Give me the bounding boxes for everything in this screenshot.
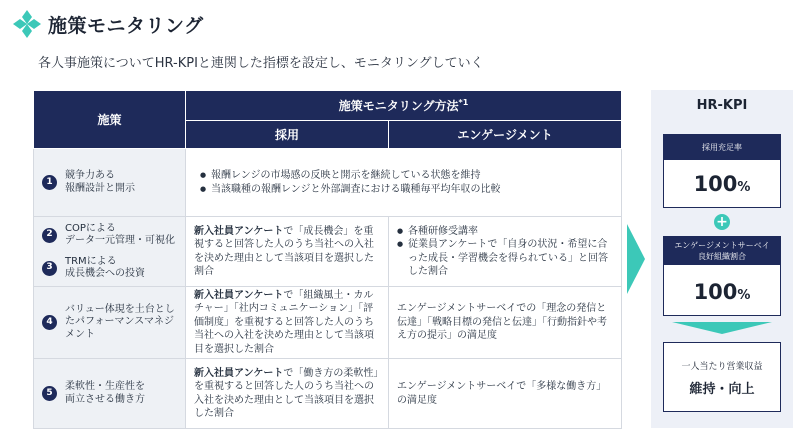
down-arrow-icon bbox=[672, 322, 772, 334]
kpi-card-label: 採用充足率 bbox=[664, 135, 780, 160]
policy-label: COPによる データ一元管理・可視化 bbox=[65, 222, 175, 246]
merged-method-cell bbox=[186, 149, 622, 217]
hiring-cell: 新入社員アンケートで「成長機会」を重視すると回答した人のうち当社への入社を決めた理由として当該項目を選択した割合 bbox=[186, 217, 389, 287]
policy-number-badge: 3 bbox=[42, 261, 57, 276]
kpi-card-value: 100% bbox=[693, 172, 751, 196]
policy-label: 競争力ある 報酬設計と開示 bbox=[65, 170, 135, 194]
table-row bbox=[34, 359, 622, 429]
engagement-cell: エンゲージメントサーベイで「多様な働き方」の満足度 bbox=[389, 359, 622, 429]
kpi-card-engagement bbox=[663, 236, 781, 316]
header-engagement: エンゲージメント bbox=[389, 121, 622, 149]
page-title: 施策モニタリング bbox=[48, 15, 204, 37]
policy-label: 柔軟性・生産性を 両立させる働き方 bbox=[65, 381, 145, 405]
policy-number-badge: 2 bbox=[42, 228, 57, 243]
policy-cell bbox=[34, 359, 186, 429]
policy-cell bbox=[34, 287, 186, 359]
brand-logo-icon bbox=[12, 9, 42, 39]
kpi-panel-title: HR-KPI bbox=[696, 98, 748, 113]
engagement-cell bbox=[389, 217, 622, 287]
goal-card bbox=[663, 342, 781, 412]
policy-number-badge: 4 bbox=[42, 315, 57, 330]
list-item: ● 従業員アンケートで「自身の状況・希望に合った成長・学習機会を得られている」と回答した割合 bbox=[397, 238, 613, 279]
kpi-card-hiring-fill-rate bbox=[663, 134, 781, 208]
policy-label: TRMによる 成長機会への投資 bbox=[65, 255, 145, 279]
header-policy: 施策 bbox=[34, 91, 186, 149]
kpi-card-label: エンゲージメントサーベイ 良好組織割合 bbox=[664, 237, 780, 265]
policy-number-badge: 1 bbox=[42, 175, 57, 190]
monitoring-table bbox=[33, 90, 622, 429]
hr-kpi-panel bbox=[651, 90, 793, 428]
right-arrow-icon bbox=[627, 224, 645, 294]
policy-cell bbox=[34, 149, 186, 217]
table-row bbox=[34, 287, 622, 359]
header-hiring: 採用 bbox=[186, 121, 389, 149]
header-monitoring-method: 施策モニタリング方法$^{*1}$ bbox=[186, 91, 622, 121]
hiring-cell: 新入社員アンケートで「働き方の柔軟性」を重視すると回答した人のうち当社への入社を決めた理由として当該項目を選択した割合 bbox=[186, 359, 389, 429]
policy-label: バリュー体現を土台とし たパフォーマンスマネジ メント bbox=[65, 303, 175, 340]
list-item: ● 各種研修受講率 bbox=[397, 225, 613, 239]
list-item: ● 当該職種の報酬レンジと外部調査における職種毎平均年収の比較 bbox=[200, 183, 613, 197]
kpi-card-value: 100% bbox=[693, 280, 751, 304]
engagement-cell: エンゲージメントサーベイでの「理念の発信と伝達」「戦略目標の発信と伝達」「行動指針や考え方の提示」の満足度 bbox=[389, 287, 622, 359]
table-row bbox=[34, 149, 622, 217]
plus-icon: + bbox=[714, 214, 730, 230]
goal-label: 一人当たり営業収益 bbox=[681, 362, 763, 372]
page-subtitle: 各人事施策についてHR-KPIと連関した指標を設定し、モニタリングしていく bbox=[38, 56, 484, 71]
policy-number-badge: 5 bbox=[42, 386, 57, 401]
hiring-cell: 新入社員アンケートで「組織風土・カルチャー」「社内コミュニケーション」「評価制度」を重視すると回答した人のうち当社への入社を決めた理由として当該項目を選択した割合 bbox=[186, 287, 389, 359]
table-row bbox=[34, 217, 622, 287]
list-item: ● 報酬レンジの市場感の反映と開示を継続している状態を維持 bbox=[200, 169, 613, 183]
policy-cell bbox=[34, 217, 186, 287]
goal-value: 維持・向上 bbox=[689, 382, 755, 397]
